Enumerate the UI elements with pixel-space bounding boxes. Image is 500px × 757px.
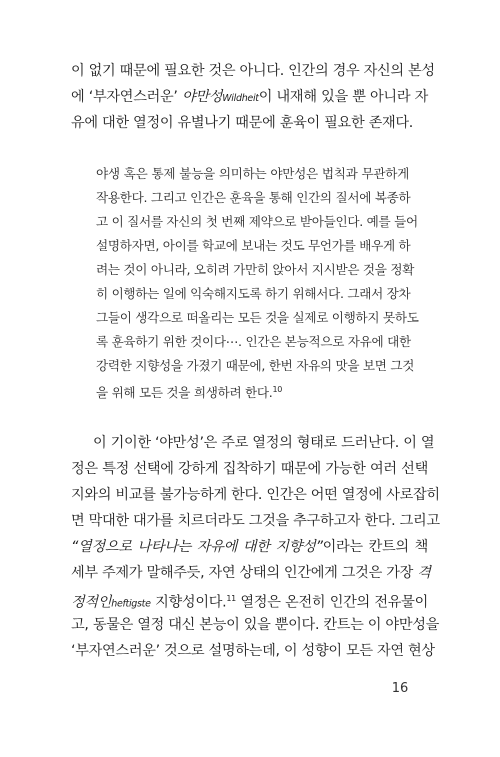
paragraph-line [71, 110, 428, 136]
quote-line: 록 훈육하기 위한 것이다⋯. 인간은 본능적으로 자유에 대한 [96, 334, 411, 349]
text-run: 세부 주제가 말해주듯, 자연 상태의 인간에게 그것은 가장 [71, 565, 418, 581]
text-run: 지향성이다. [150, 594, 227, 611]
paragraph-line [71, 612, 440, 638]
quote-line: 야생 혹은 통제 불능을 의미하는 야만성은 법칙과 무관하게 [96, 166, 409, 181]
text-run: 이 없기 때문에 필요한 것은 아니다. 인간의 경우 자신의 본성 [71, 63, 435, 79]
paragraph-line [71, 58, 435, 84]
text-run: 에 ‘부자연스러운’ [71, 89, 182, 105]
quote-line: 그들이 생각으로 떠올리는 모든 것을 실제로 이행하지 못하도 [96, 310, 419, 325]
footnote-marker: 10 [272, 385, 283, 394]
text-run: ‘부자연스러운’ 것으로 설명하는데, 이 성향이 모든 자연 현상 [71, 643, 435, 659]
text-run: 고, 동물은 열정 대신 본능이 있을 뿐이다. 칸트는 이 야만성을 [71, 617, 440, 633]
quote-line [96, 378, 409, 405]
paragraph-line [71, 534, 428, 560]
quote-line: 려는 것이 아니라, 오히려 가만히 앉아서 지시받은 것을 정확 [96, 262, 415, 277]
paragraph-line [71, 560, 431, 586]
paragraph-line [71, 508, 440, 534]
text-run: 유에 대한 열정이 유별나기 때문에 훈육이 필요한 존재다. [71, 115, 413, 131]
paragraph-line [71, 482, 440, 508]
italic-term: 야만성 [181, 89, 223, 105]
paragraph-line [71, 456, 428, 482]
paragraph-line [93, 430, 435, 456]
german-term: heftigste [111, 598, 151, 610]
italic-term: 정적인 [71, 594, 112, 611]
text-run: 을 위해 모든 것을 희생하려 한다. [96, 385, 273, 401]
italic-term: “열정으로 나타나는 자유에 대한 지향성” [71, 539, 323, 555]
text-run: 이라는 칸트의 책 [322, 539, 428, 555]
text-run: 정은 특정 선택에 강하게 집착하기 때문에 가능한 여러 선택 [71, 461, 428, 477]
quote-line: 설명하자면, 아이를 학교에 보내는 것도 무언가를 배우게 하 [96, 238, 411, 253]
paragraph-line [71, 638, 435, 664]
italic-term: 격 [417, 565, 431, 581]
text-run: 이 기이한 ‘야만성’은 주로 열정의 형태로 드러난다. 이 열 [93, 435, 435, 451]
paragraph-line [71, 84, 428, 112]
quote-line: 강력한 지향성을 가졌기 때문에, 한번 자유의 맛을 보면 그것 [96, 358, 415, 373]
quote-line: 작용한다. 그리고 인간은 훈육을 통해 인간의 질서에 복종하 [96, 190, 411, 205]
page-number: 16 [391, 681, 409, 696]
text-run: 면 막대한 대가를 치르더라도 그것을 추구하고자 한다. 그리고 [71, 513, 440, 529]
text-run: 열정은 온전히 인간의 전유물이 [235, 594, 428, 611]
german-term: Wildheit [222, 93, 259, 104]
quote-line: 히 이행하는 일에 익숙해지도록 하기 위해서다. 그래서 장차 [96, 286, 411, 301]
footnote-marker: 11 [226, 594, 236, 603]
text-run: 지와의 비교를 불가능하게 한다. 인간은 어떤 열정에 사로잡히 [71, 487, 440, 503]
quote-line: 고 이 질서를 자신의 첫 번째 제약으로 받아들인다. 예를 들어 [96, 214, 418, 229]
text-run: 이 내재해 있을 뿐 아니라 자 [258, 89, 428, 105]
